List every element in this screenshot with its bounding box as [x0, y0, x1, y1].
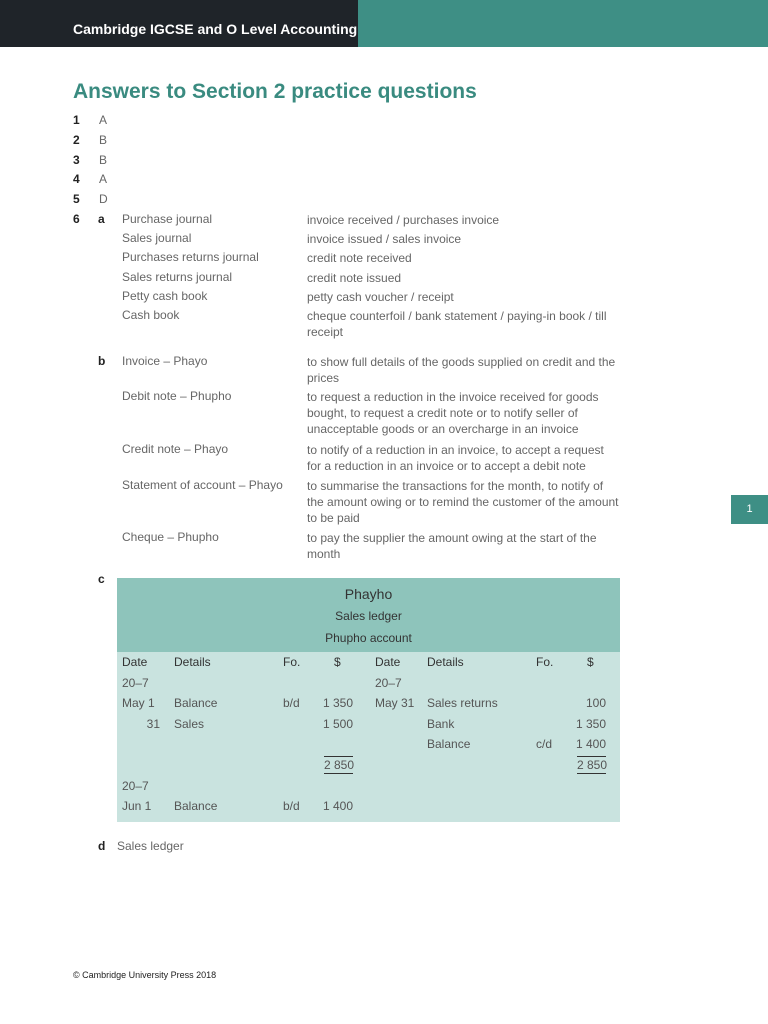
page-title: Answers to Section 2 practice questions	[73, 80, 477, 103]
book-name: Cash book	[122, 308, 180, 322]
answer-3: B	[99, 153, 108, 167]
copyright-footer: © Cambridge University Press 2018	[73, 970, 217, 980]
debit-details: Sales	[174, 717, 205, 731]
question-number-6: 6	[73, 212, 80, 226]
debit-folio: b/d	[283, 696, 300, 710]
ledger-account-name: Phupho account	[325, 631, 412, 645]
answer-4: A	[99, 172, 108, 186]
document-name: Credit note – Phayo	[122, 442, 229, 456]
document-purpose: to summarise the transactions for the month, to notify of the amount owing or to remind the customer of the amount to be paid	[307, 479, 619, 525]
ledger-business-name: Phayho	[344, 586, 393, 602]
col-date: Date	[375, 655, 401, 669]
question-number-2: 2	[73, 133, 80, 147]
credit-amount: 1 400	[575, 737, 606, 751]
header-teal-band	[358, 0, 768, 47]
debit-details: Balance	[174, 799, 218, 813]
document-purpose: to show full details of the goods supplied on credit and the prices	[307, 355, 616, 385]
col-details: Details	[174, 655, 211, 669]
book-title: Cambridge IGCSE and O Level Accounting	[73, 21, 358, 37]
col-details: Details	[427, 655, 464, 669]
book-name: Petty cash book	[122, 289, 208, 303]
document-purpose: to pay the supplier the amount owing at the start of the month	[307, 531, 597, 561]
debit-amount: 1 500	[322, 717, 353, 731]
debit-year: 20–7	[122, 779, 149, 793]
book-name: Sales journal	[122, 231, 192, 245]
ledger-header	[117, 578, 620, 652]
question-number-5: 5	[73, 192, 80, 206]
document-name: Cheque – Phupho	[122, 530, 219, 544]
source-document: petty cash voucher / receipt	[307, 290, 454, 304]
question-number-1: 1	[73, 113, 80, 127]
question-number-4: 4	[73, 172, 80, 186]
col-amount: $	[587, 655, 594, 669]
source-document: invoice received / purchases invoice	[307, 213, 500, 227]
credit-amount: 100	[585, 696, 606, 710]
col-folio: Fo.	[536, 655, 554, 669]
debit-total: 2 850	[324, 758, 355, 772]
document-name: Debit note – Phupho	[122, 389, 232, 403]
part-c-label: c	[98, 572, 105, 586]
source-document: credit note issued	[307, 271, 402, 285]
col-amount: $	[334, 655, 341, 669]
answer-2: B	[99, 133, 108, 147]
credit-details: Sales returns	[427, 696, 498, 710]
part-d-label: d	[98, 839, 106, 853]
col-folio: Fo.	[283, 655, 301, 669]
question-number-3: 3	[73, 153, 80, 167]
document-name: Statement of account – Phayo	[122, 478, 283, 492]
source-document: invoice issued / sales invoice	[307, 232, 462, 246]
debit-date: Jun 1	[122, 799, 152, 813]
credit-total: 2 850	[577, 758, 608, 772]
part-b-label: b	[98, 354, 106, 368]
ledger-name: Sales ledger	[335, 609, 402, 623]
credit-details: Balance	[427, 737, 471, 751]
debit-date: 31	[146, 717, 160, 731]
credit-details: Bank	[427, 717, 455, 731]
page-number-tab: 1	[731, 495, 768, 524]
part-d-answer: Sales ledger	[117, 839, 184, 853]
book-name: Sales returns journal	[122, 270, 233, 284]
credit-amount: 1 350	[575, 717, 606, 731]
debit-folio: b/d	[283, 799, 300, 813]
ledger-account-table	[117, 578, 620, 822]
document-name: Invoice – Phayo	[122, 354, 208, 368]
debit-amount: 1 350	[322, 696, 353, 710]
debit-amount: 1 400	[322, 799, 353, 813]
part-a-label: a	[98, 212, 105, 226]
answer-1: A	[99, 113, 108, 127]
source-document: credit note received	[307, 251, 412, 265]
debit-details: Balance	[174, 696, 218, 710]
document-purpose: to notify of a reduction in an invoice, to accept a request for a reduction in an invoice or to accept a debit note	[307, 443, 604, 473]
credit-year: 20–7	[375, 676, 402, 690]
debit-date: May 1	[122, 696, 155, 710]
source-document: cheque counterfoil / bank statement / paying-in book / till receipt	[307, 309, 607, 339]
credit-folio: c/d	[536, 737, 553, 751]
col-date: Date	[122, 655, 148, 669]
document-purpose: to request a reduction in the invoice received for goods bought, to request a credit note or to notify seller of unacceptable goods or an overcharge in an invoice	[307, 390, 599, 436]
debit-year: 20–7	[122, 676, 149, 690]
book-name: Purchase journal	[122, 212, 213, 226]
book-name: Purchases returns journal	[122, 250, 259, 264]
answer-5: D	[99, 192, 108, 206]
credit-date: May 31	[375, 696, 415, 710]
